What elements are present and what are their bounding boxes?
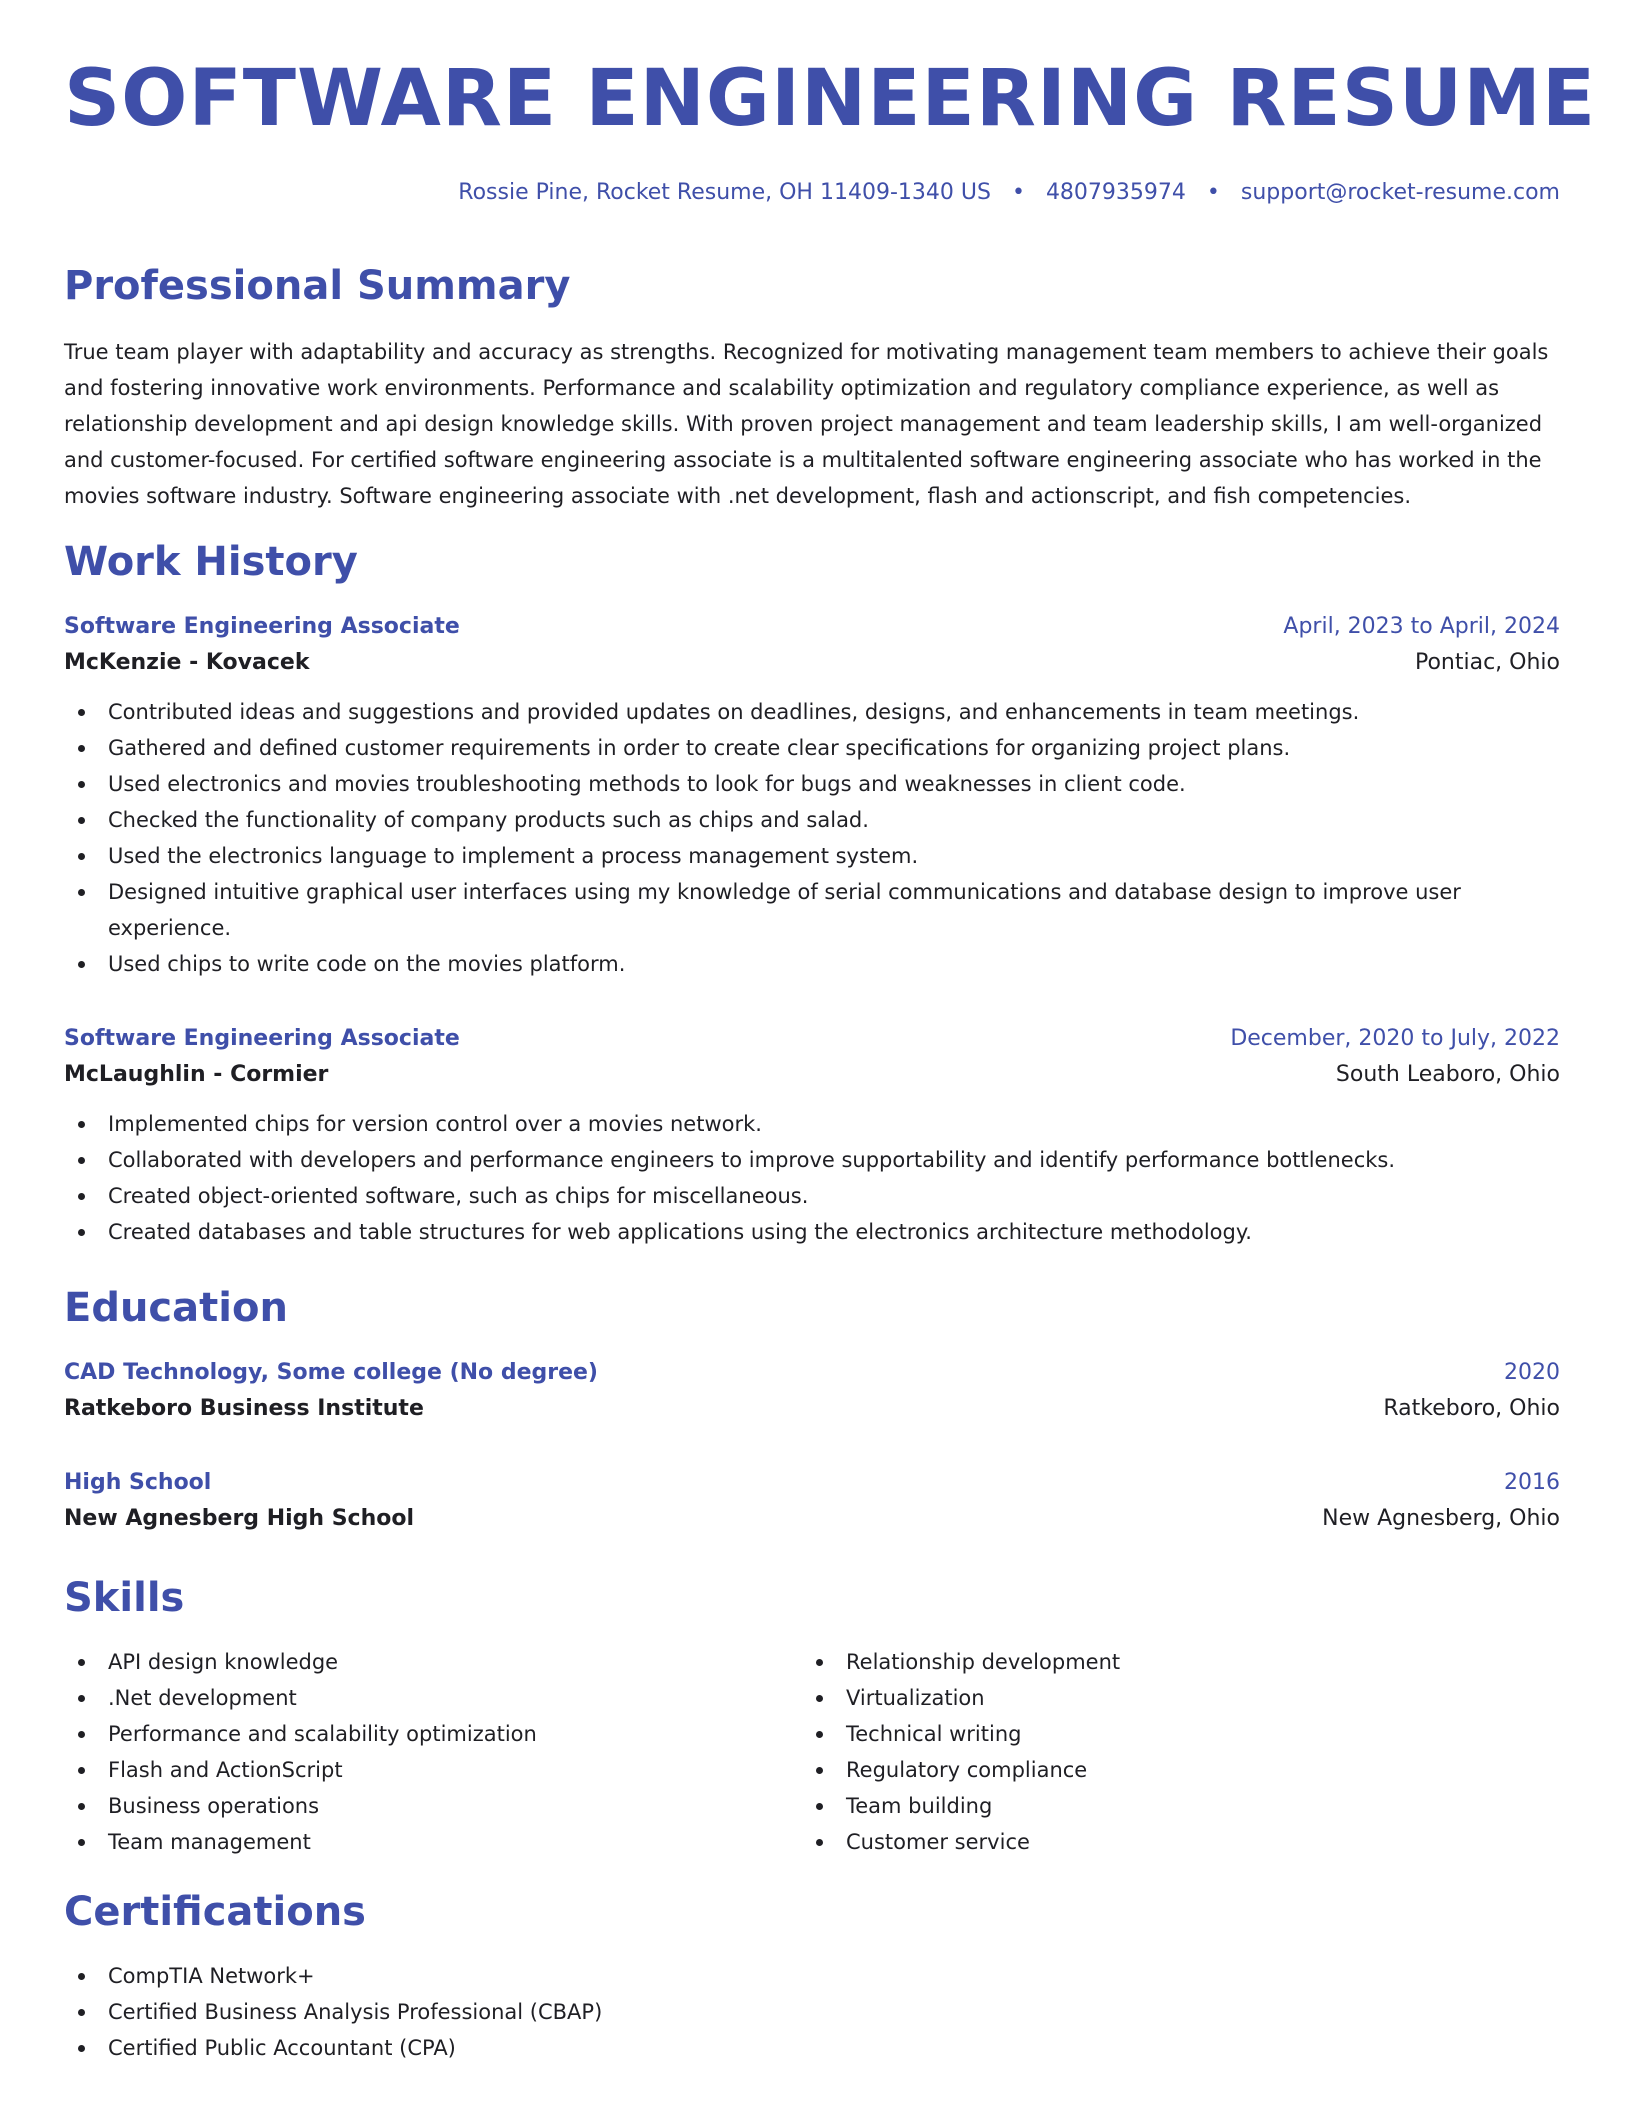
list-item: Team management: [64, 1824, 802, 1860]
list-item: Collaborated with developers and performance engineers to improve supportability and identify performance bottlenecks.: [64, 1142, 1560, 1178]
list-item: Certified Business Analysis Professional (CBAP): [64, 1994, 1560, 2030]
bullet-icon: [78, 781, 85, 788]
bullet-icon: [78, 1803, 85, 1810]
list-item: Used chips to write code on the movies platform.: [64, 946, 1560, 982]
contact-email: support@rocket-resume.com: [1240, 180, 1560, 205]
bullet-icon: [816, 1659, 823, 1666]
skills-column-left: [64, 1644, 802, 1860]
list-item: Certified Public Accountant (CPA): [64, 2030, 1560, 2066]
summary-heading: Professional Summary: [64, 263, 571, 309]
summary-text: True team player with adaptability and accuracy as strengths. Recognized for motivating management team members to achieve their goals and fostering innovative work environments. Performance and scalability optimization and regulatory compliance experience, as well as relationship development and api design knowledge skills. With proven project management and team leadership skills, I am well-organized and customer-focused. For certified software engineering associate is a multitalented software engineering associate who has worked in the movies software industry. Software engineering associate with .net development, flash and actionscript, and fish competencies.: [64, 340, 1549, 508]
job-location: Pontiac, Ohio: [1414, 650, 1560, 675]
list-item: Gathered and defined customer requirements in order to create clear specifications for organizing project plans.: [64, 730, 1560, 766]
job-dates: December, 2020 to July, 2022: [1230, 1026, 1560, 1051]
contact-address: Rossie Pine, Rocket Resume, OH 11409-1340 US: [458, 180, 991, 205]
bullet-icon: [78, 1157, 85, 1164]
bullet-icon: [78, 1121, 85, 1128]
bullet-icon: [78, 709, 85, 716]
bullet-icon: [78, 2009, 85, 2016]
education-year: 2020: [1504, 1360, 1560, 1385]
school-name: Ratkeboro Business Institute: [64, 1396, 424, 1421]
education-year: 2016: [1504, 1470, 1560, 1495]
list-item: Regulatory compliance: [802, 1752, 1540, 1788]
job-entry: [64, 1022, 1560, 1250]
list-item: Customer service: [802, 1824, 1540, 1860]
job-dates: April, 2023 to April, 2024: [1283, 614, 1560, 639]
list-item: Checked the functionality of company products such as chips and salad.: [64, 802, 1560, 838]
school-location: Ratkeboro, Ohio: [1383, 1396, 1560, 1421]
list-item: Technical writing: [802, 1716, 1540, 1752]
bullet-icon: [816, 1803, 823, 1810]
list-item: Created databases and table structures for web applications using the electronics architecture methodology.: [64, 1214, 1560, 1250]
job-entry: [64, 610, 1560, 982]
bullet-icon: [816, 1695, 823, 1702]
list-item: Contributed ideas and suggestions and provided updates on deadlines, designs, and enhancements in team meetings.: [64, 694, 1560, 730]
job-location: South Leaboro, Ohio: [1335, 1062, 1560, 1087]
job-bullets: [64, 1106, 1560, 1250]
bullet-icon: [78, 745, 85, 752]
bullet-icon: [78, 1767, 85, 1774]
bullet-icon: [78, 1695, 85, 1702]
list-item: .Net development: [64, 1680, 802, 1716]
education-entry: [64, 1466, 1560, 1538]
bullet-icon: [78, 1973, 85, 1980]
list-item: Implemented chips for version control over a movies network.: [64, 1106, 1560, 1142]
work-heading: Work History: [64, 539, 358, 585]
job-title: Software Engineering Associate: [64, 1026, 460, 1051]
bullet-icon: [78, 889, 85, 896]
bullet-icon: [78, 2045, 85, 2052]
list-item: Team building: [802, 1788, 1540, 1824]
job-company: McKenzie - Kovacek: [64, 650, 310, 675]
bullet-icon: [78, 961, 85, 968]
degree: High School: [64, 1470, 212, 1495]
contact-separator: •: [1206, 180, 1220, 205]
degree: CAD Technology, Some college (No degree): [64, 1360, 598, 1385]
job-company: McLaughlin - Cormier: [64, 1062, 329, 1087]
bullet-icon: [78, 1193, 85, 1200]
list-item: Designed intuitive graphical user interfaces using my knowledge of serial communications and database design to improve user experience.: [64, 874, 1560, 946]
resume-page: [64, 0, 1597, 2060]
bullet-icon: [816, 1731, 823, 1738]
bullet-icon: [816, 1839, 823, 1846]
bullet-icon: [816, 1767, 823, 1774]
bullet-icon: [78, 817, 85, 824]
bullet-icon: [78, 1659, 85, 1666]
list-item: Flash and ActionScript: [64, 1752, 802, 1788]
certifications-list: [64, 1958, 1560, 2066]
school-location: New Agnesberg, Ohio: [1322, 1506, 1560, 1531]
contact-separator: •: [1011, 180, 1025, 205]
list-item: Virtualization: [802, 1680, 1540, 1716]
list-item: Performance and scalability optimization: [64, 1716, 802, 1752]
certifications-heading: Certifications: [64, 1889, 366, 1935]
skills-column-right: [802, 1644, 1540, 1860]
bullet-icon: [78, 853, 85, 860]
bullet-icon: [78, 1839, 85, 1846]
resume-title: SOFTWARE ENGINEERING RESUME: [64, 54, 1597, 144]
job-title: Software Engineering Associate: [64, 614, 460, 639]
skills-heading: Skills: [64, 1575, 185, 1621]
list-item: API design knowledge: [64, 1644, 802, 1680]
list-item: CompTIA Network+: [64, 1958, 1560, 1994]
bullet-icon: [78, 1229, 85, 1236]
list-item: Used electronics and movies troubleshooting methods to look for bugs and weaknesses in client code.: [64, 766, 1560, 802]
list-item: Created object-oriented software, such as chips for miscellaneous.: [64, 1178, 1560, 1214]
bullet-icon: [78, 1731, 85, 1738]
job-bullets: [64, 694, 1560, 982]
school-name: New Agnesberg High School: [64, 1506, 415, 1531]
contact-line: [64, 178, 1560, 208]
skills-list: [64, 1644, 1560, 1860]
list-item: Relationship development: [802, 1644, 1540, 1680]
list-item: Business operations: [64, 1788, 802, 1824]
list-item: Used the electronics language to implement a process management system.: [64, 838, 1560, 874]
education-entry: [64, 1356, 1560, 1428]
education-heading: Education: [64, 1285, 288, 1331]
contact-phone: 4807935974: [1045, 180, 1186, 205]
